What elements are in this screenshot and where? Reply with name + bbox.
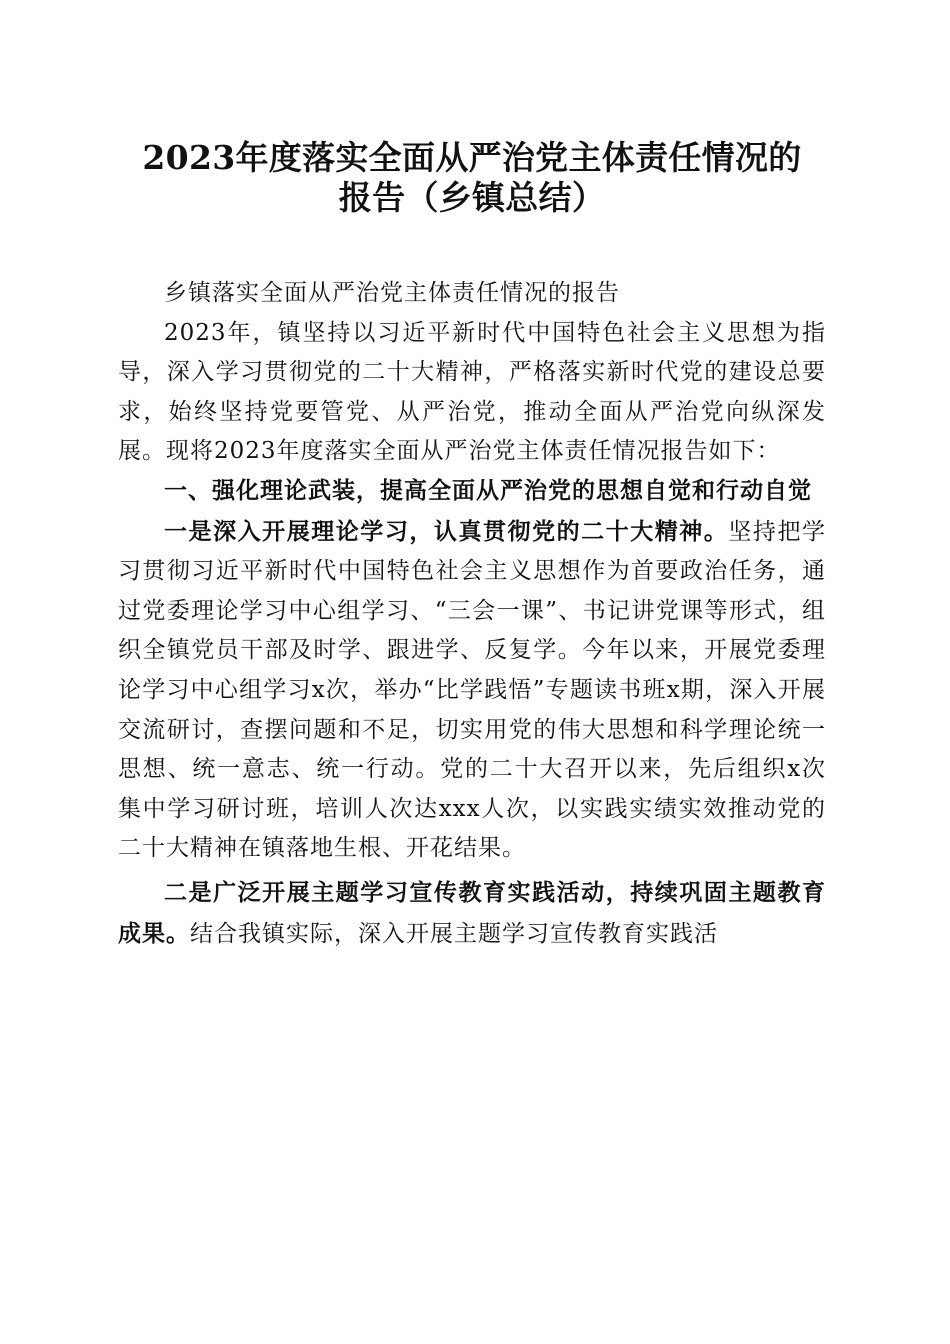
intro-paragraph: 2023年，镇坚持以习近平新时代中国特色社会主义思想为指导，深入学习贯彻党的二十大精神，严格落实新时代党的建设总要求，始终坚持党要管党、从严治党，推动全面从严治党向纵深发展。现将2023年度落实全面从严治党主体责任情况报告如下： — [118, 319, 826, 465]
title-line-2: 报告（乡镇总结） — [338, 178, 606, 217]
document-page — [118, 138, 826, 954]
subtitle-paragraph: 乡镇落实全面从严治党主体责任情况的报告 — [164, 280, 620, 306]
point-1-paragraph — [118, 512, 826, 869]
point-2-body: 结合我镇实际，深入开展主题学习宣传教育实践活 — [190, 920, 718, 947]
point-1-lead: 一是深入开展理论学习，认真贯彻党的二十大精神。 — [164, 517, 729, 545]
point-2-paragraph — [118, 873, 826, 954]
point-1-body: 坚持把学习贯彻习近平新时代中国特色社会主义思想作为首要政治任务，通过党委理论学习中心组学习、“三会一课”、书记讲党课等形式，组织全镇党员干部及时学、跟进学、反复学。今年以来，开展党委理论学习中心组学习x次，举办“比学践悟”专题读书班x期，深入开展交流研讨，查摆问题和不足，切实用党的伟大思想和科学理论统一思想、统一意志、统一行动。党的二十大召开以来，先后组织x次集中学习研讨班，培训人次达xxx人次，以实践实绩实效推动党的二十大精神在镇落地生根、开花结果。 — [118, 518, 827, 862]
document-title — [104, 138, 840, 218]
document-body — [118, 274, 826, 954]
title-line-1: 2023年度落实全面从严治党主体责任情况的 — [142, 138, 802, 177]
point-2-lead: 二是广泛开展主题学习宣传教育实践活动，持续巩固主题教育成果。 — [118, 878, 826, 947]
section-1-heading: 一、强化理论武装，提高全面从严治党的思想自觉和行动自觉 — [164, 477, 812, 504]
